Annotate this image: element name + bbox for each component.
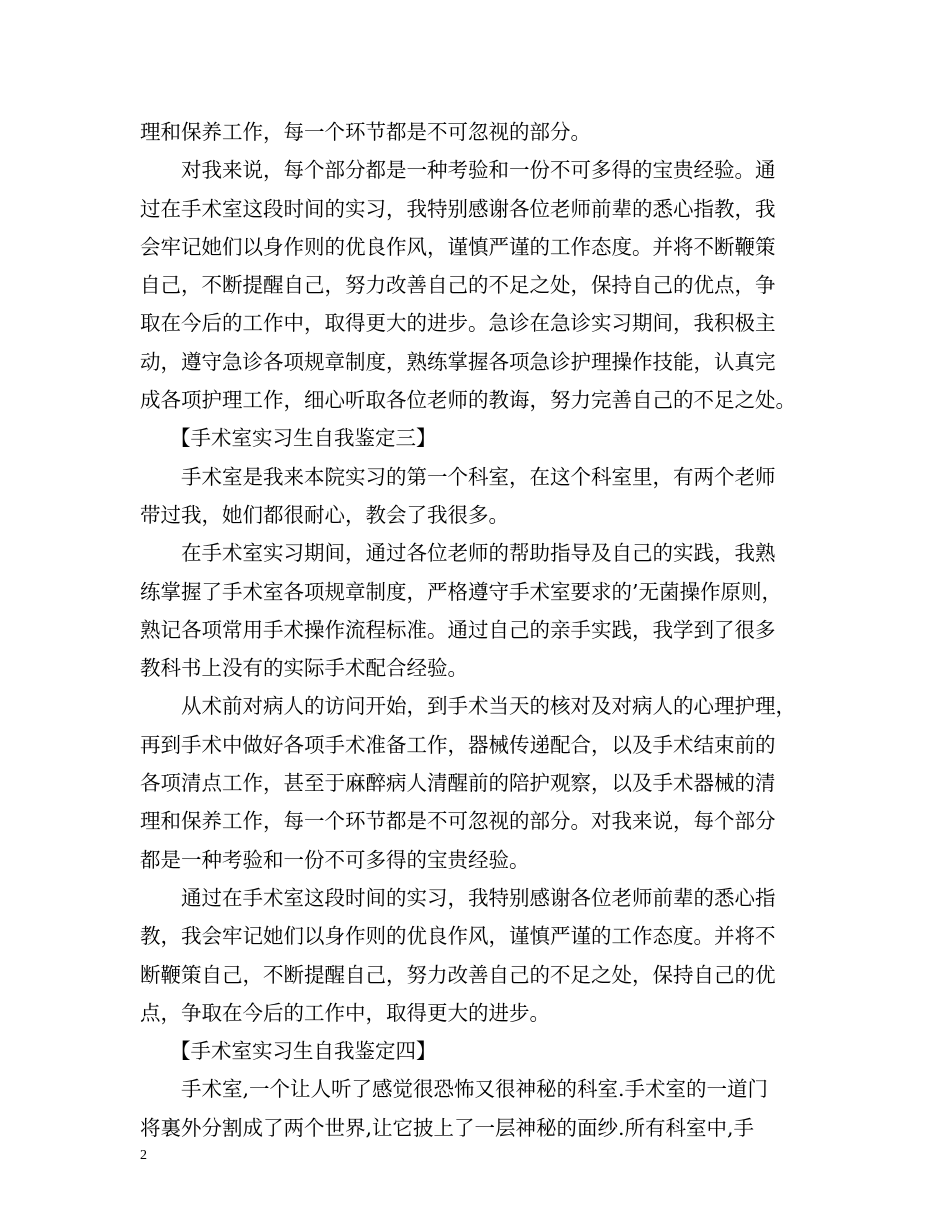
text-line: 通过在手术室这段时间的实习，我特别感谢各位老师前辈的悉心指	[181, 885, 776, 910]
text-line: 将裏外分割成了两个世界,让它披上了一层神秘的面纱.所有科室中,手	[140, 1115, 755, 1140]
text-line: 都是一种考验和一份不可多得的宝贵经验。	[140, 847, 530, 872]
text-line: 手术室,一个让人听了感觉很恐怖又很神秘的科室.手术室的一道门	[181, 1077, 769, 1102]
text-line: 理和保养工作，每一个环节都是不可忽视的部分。对我来说，每个部分	[140, 809, 776, 834]
text-line: 再到手术中做好各项手术准备工作，器械传递配合，以及手术结束前的	[140, 732, 776, 757]
text-line: 动，遵守急诊各项规章制度，熟练掌握各项急诊护理操作技能，认真完	[140, 349, 776, 374]
text-line: 断鞭策自己，不断提醒自己，努力改善自己的不足之处，保持自己的优	[140, 962, 776, 987]
text-line: 教，我会牢记她们以身作则的优良作风，谨慎严谨的工作态度。并将不	[140, 924, 776, 949]
document-body	[140, 113, 815, 1147]
text-line: 自己，不断提醒自己，努力改善自己的不足之处，保持自己的优点，争	[140, 273, 776, 298]
section-heading: 【手术室实习生自我鉴定四】	[170, 1039, 437, 1064]
text-line: 成各项护理工作，细心听取各位老师的教诲，努力完善自己的不足之处。	[140, 388, 796, 413]
text-line: 练掌握了手术室各项规章制度，严格遵守手术室要求的’无菌操作原则，	[140, 579, 783, 604]
text-line: 手术室是我来本院实习的第一个科室，在这个科室里，有两个老师	[181, 464, 776, 489]
page-number: 2	[140, 1148, 147, 1163]
text-line: 在手术室实习期间，通过各位老师的帮助指导及自己的实践，我熟	[181, 541, 776, 566]
text-line: 各项清点工作，甚至于麻醉病人清醒前的陪护观察，以及手术器械的清	[140, 771, 776, 796]
text-line: 带过我，她们都很耐心，教会了我很多。	[140, 502, 509, 527]
text-line: 对我来说，每个部分都是一种考验和一份不可多得的宝贵经验。通	[181, 158, 776, 183]
text-line: 理和保养工作，每一个环节都是不可忽视的部分。	[140, 120, 591, 144]
text-line: 过在手术室这段时间的实习，我特别感谢各位老师前辈的悉心指教，我	[140, 196, 776, 221]
text-line: 教科书上没有的实际手术配合经验。	[140, 656, 468, 681]
text-line: 取在今后的工作中，取得更大的进步。急诊在急诊实习期间，我积极主	[140, 311, 776, 336]
section-heading: 【手术室实习生自我鉴定三】	[170, 426, 437, 451]
text-line: 熟记各项常用手术操作流程标准。通过自己的亲手实践，我学到了很多	[140, 617, 776, 642]
text-line: 会牢记她们以身作则的优良作风，谨慎严谨的工作态度。并将不断鞭策	[140, 234, 776, 259]
text-line: 点，争取在今后的工作中，取得更大的进步。	[140, 1000, 550, 1025]
text-line: 从术前对病人的访问开始，到手术当天的核对及对病人的心理护理，	[181, 694, 796, 719]
